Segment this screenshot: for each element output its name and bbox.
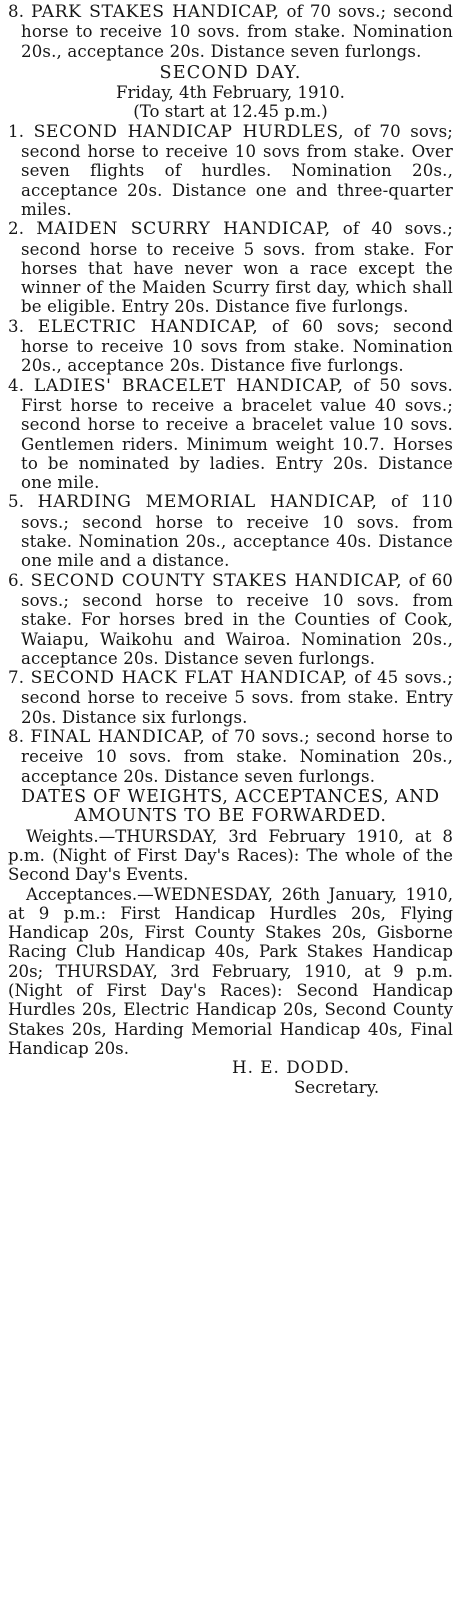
race-conditions: of 110 sovs.; second horse to receive 10 sovs. from stake. Nomination 20s., acceptance 40s. Distance one mile and a distance. [21,492,453,571]
race-name: HARDING MEMORIAL HANDICAP, [37,492,378,513]
race-number: 3. [8,316,25,336]
race-conditions: of 70 sovs; second horse to receive 10 sovs from stake. Over seven flights of hurdles. Nomination 20s., acceptance 20s. Distance one and three-quarter miles. [21,121,453,219]
race-number: 6. [8,570,25,590]
signatory-name: H. E. DODD. [232,1057,351,1078]
race-item [8,727,453,786]
race-item [8,571,453,668]
race-name: SECOND COUNTY STAKES HANDICAP, [30,570,403,591]
second-day-race-list [8,122,453,786]
race-name: SECOND HANDICAP HURDLES, [33,121,345,142]
race-number: 4. [8,375,25,395]
race-conditions: of 50 sovs. First horse to receive a bracelet value 40 sovs.; second horse to receive a bracelet value 10 sovs. Gentlemen riders. Minimum weight 10.7. Horses to be nominated by ladies. Entry 20s. Distance one mile. [21,375,453,493]
signatory-title: Secretary. [294,1077,380,1097]
race-name: ELECTRIC HANDICAP, [37,316,259,337]
race-item [8,219,453,316]
race-conditions: of 70 sovs.; second horse to receive 10 sovs. from stake. Nomination 20s., acceptance 20s. Distance seven furlongs. [21,726,453,786]
weights-paragraph: Weights.—THURSDAY, 3rd February 1910, at 8 p.m. (Night of First Day's Races): The whole of the Second Day's Events. [8,826,453,885]
race-item [8,376,453,493]
race-number: 2. [8,219,25,239]
race-item [8,668,453,727]
race-item [8,492,453,570]
race-number: 1. [8,121,25,141]
race-conditions: of 45 sovs.; second horse to receive 5 sovs. from stake. Entry 20s. Distance six furlongs. [21,668,453,727]
race-name: FINAL HANDICAP, [30,726,206,747]
race-conditions: of 70 sovs.; second horse to receive 10 sovs. from stake. Nomination 20s., acceptance 20s. Distance seven furlongs. [21,2,453,61]
race-name: SECOND HACK FLAT HANDICAP, [30,668,348,689]
race-number: 8. [8,726,25,746]
race-conditions: of 60 sovs.; second horse to receive 10 sovs. from stake. For horses bred in the Counties of Cook, Waiapu, Waikohu and Wairoa. Nomination 20s., acceptance 20s. Distance seven furlongs. [21,570,453,668]
second-day-heading: SECOND DAY. [159,62,302,83]
race-number: 7. [8,668,25,688]
race-conditions: of 60 sovs; second horse to receive 10 sovs from stake. Nomination 20s., acceptance 20s. Distance five furlongs. [21,316,453,376]
race-item [8,122,453,219]
race-number: 8. [8,2,25,21]
race-item [8,2,453,61]
second-day-start-time: (To start at 12.45 p.m.) [133,102,328,122]
acceptances-paragraph: Acceptances.—WEDNESDAY, 26th January, 1910, at 9 p.m.: First Handicap Hurdles 20s, Flying Handicap 20s, First County Stakes 20s, Gisborne Racing Club Handicap 40s, Park Stakes Handicap 20s; THURSDAY, 3rd February, 1910, at 9 p.m. (Night of First Day's Races): Second Handicap Hurdles 20s, Electric Handicap 20s, Second County Stakes 20s, Harding Memorial Handicap 40s, Final Handicap 20s. [8,884,453,1058]
race-name: PARK STAKES HANDICAP, [31,2,280,22]
race-conditions: of 40 sovs.; second horse to receive 5 sovs. from stake. For horses that have never won a race except the winner of the Maiden Scurry first day, which shall be eligible. Entry 20s. Distance five furlongs. [21,219,453,317]
race-name: LADIES' BRACELET HANDICAP, [33,375,344,396]
second-day-date: Friday, 4th February, 1910. [116,83,345,103]
dates-heading: DATES OF WEIGHTS, ACCEPTANCES, AND AMOUNTS TO BE FORWARDED. [21,786,440,827]
race-name: MAIDEN SCURRY HANDICAP, [36,219,331,240]
race-number: 5. [8,492,25,512]
race-item [8,317,453,376]
